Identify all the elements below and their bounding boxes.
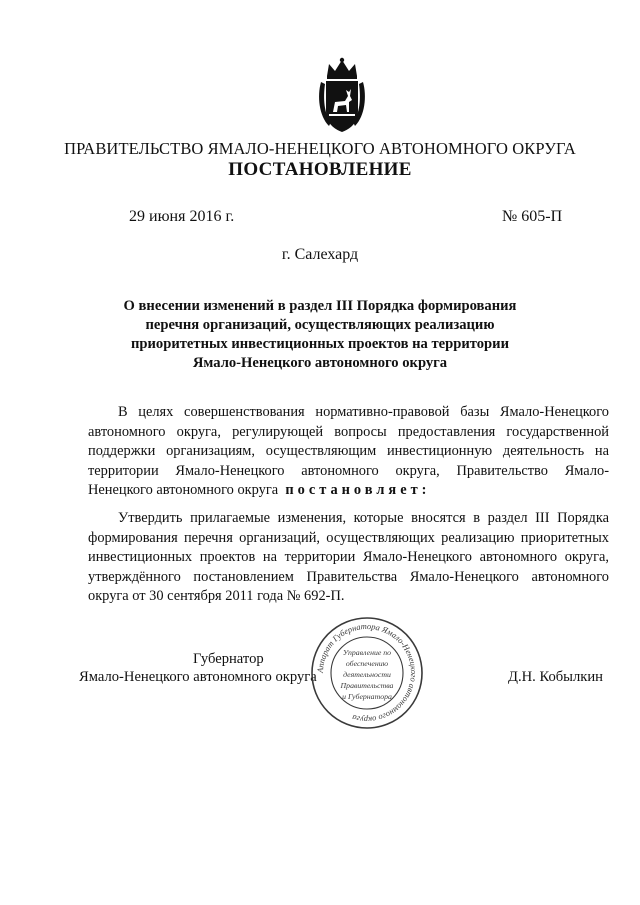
stamp-text: обеспечению bbox=[345, 659, 389, 668]
government-name: ПРАВИТЕЛЬСТВО ЯМАЛО-НЕНЕЦКОГО АВТОНОМНОГО ОКРУГА bbox=[64, 139, 576, 158]
paragraph-line: автономного округа, регулирующей вопросы предоставления государственной bbox=[88, 423, 609, 440]
signer-name: Д.Н. Кобылкин bbox=[508, 669, 603, 685]
stamp-ring-text: Аппарат Губернатора Ямало-Ненецкого автономного округа bbox=[315, 621, 419, 725]
paragraph-line bbox=[88, 481, 609, 501]
document-type: ПОСТАНОВЛЕНИЕ bbox=[228, 159, 412, 180]
paragraph-line: утверждённого постановлением Правительства Ямало-Ненецкого автономного bbox=[88, 568, 609, 585]
preamble-paragraph bbox=[88, 403, 609, 501]
decree-word: постановляет: bbox=[285, 482, 431, 498]
signer-position: Губернатор bbox=[193, 651, 264, 667]
stamp-text: деятельности bbox=[343, 670, 391, 679]
document-number: № 605-П bbox=[502, 208, 563, 225]
document-title bbox=[60, 297, 580, 373]
paragraph-text: Ненецкого автономного округа bbox=[88, 482, 279, 498]
paragraph-line: Утвердить прилагаемые изменения, которые вносятся в раздел III Порядка bbox=[118, 510, 609, 526]
title-line: О внесении изменений в раздел III Порядка формирования bbox=[123, 298, 517, 314]
signer-region: Ямало-Ненецкого автономного округа bbox=[79, 669, 317, 685]
document-city: г. Салехард bbox=[281, 246, 359, 263]
paragraph-line: территории Ямало-Ненецкого автономного округа, Правительство Ямало- bbox=[88, 462, 609, 479]
document-date: 29 июня 2016 г. bbox=[129, 208, 235, 225]
paragraph-line: поддержки организациям, осуществляющим инвестиционную деятельность на bbox=[88, 443, 609, 459]
paragraph-line: В целях совершенствования нормативно-правовой базы Ямало-Ненецкого bbox=[118, 404, 609, 420]
title-line: перечня организаций, осуществляющих реализацию bbox=[145, 317, 495, 333]
stamp-text: и Губернатора bbox=[342, 692, 392, 701]
coat-of-arms-icon bbox=[315, 56, 369, 136]
paragraph-line: инвестиционных проектов на территории Ямало-Ненецкого автономного округа, bbox=[88, 549, 609, 565]
title-line: приоритетных инвестиционных проектов на территории bbox=[131, 336, 509, 352]
paragraph-line: формирования перечня организаций, осуществляющих реализацию приоритетных bbox=[88, 529, 609, 546]
stamp-text: Управление по bbox=[342, 648, 392, 657]
stamp-text: Правительства bbox=[340, 681, 394, 690]
title-line: Ямало-Ненецкого автономного округа bbox=[192, 355, 448, 371]
official-stamp bbox=[310, 616, 424, 730]
resolution-paragraph bbox=[88, 509, 609, 607]
paragraph-line: округа от 30 сентября 2011 года № 692-П. bbox=[88, 588, 345, 604]
